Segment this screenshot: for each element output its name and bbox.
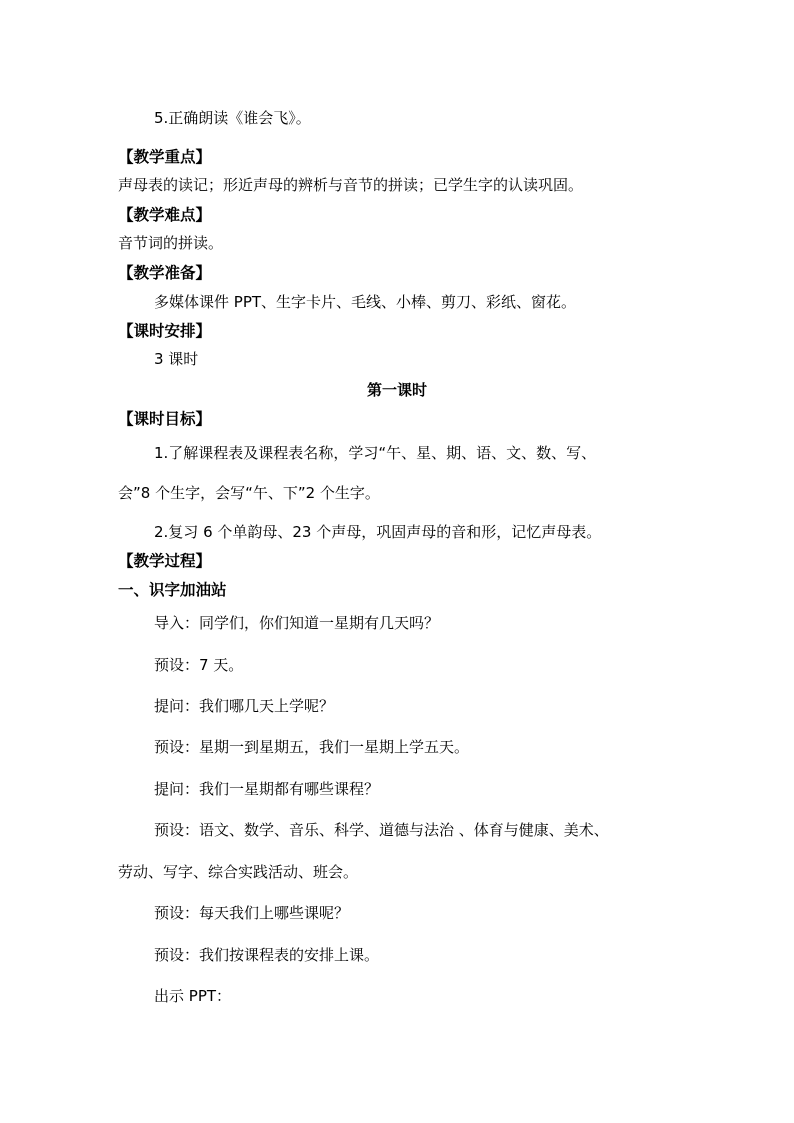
- process-line-answer-3-line-2: 劳动、写字、综合实践活动、班会。: [118, 863, 359, 881]
- section-1-title: 一、识字加油站: [118, 581, 227, 599]
- objective-1-line-2: 会”8 个生字，会写“午、下”2 个生字。: [118, 484, 380, 502]
- process-line-answer-3-line-1: 预设：语文、数学、音乐、科学、道德与法治 、体育与健康、美术、: [154, 821, 609, 839]
- goal-5-text: 5.正确朗读《谁会飞》。: [154, 109, 311, 127]
- schedule-text: 3 课时: [154, 350, 199, 368]
- heading-lesson-objectives: 【课时目标】: [118, 410, 212, 428]
- heading-teaching-difficulties: 【教学难点】: [118, 206, 212, 224]
- key-points-text: 声母表的读记；形近声母的辨析与音节的拼读；已学生字的认读巩固。: [118, 176, 584, 194]
- objective-1-line-1: 1.了解课程表及课程表名称，学习“午、星、期、语、文、数、写、: [154, 444, 597, 462]
- heading-teaching-process: 【教学过程】: [118, 552, 212, 570]
- heading-lesson-schedule: 【课时安排】: [118, 322, 212, 340]
- objective-2-text: 2.复习 6 个单韵母、23 个声母，巩固声母的音和形，记忆声母表。: [154, 523, 602, 541]
- process-line-intro: 导入：同学们，你们知道一星期有几天吗？: [154, 614, 440, 632]
- process-line-answer-1: 预设：7 天。: [154, 656, 244, 674]
- process-line-show-ppt: 出示 PPT：: [154, 987, 232, 1005]
- process-line-answer-4: 预设：我们按课程表的安排上课。: [154, 946, 380, 964]
- heading-teaching-preparation: 【教学准备】: [118, 264, 212, 282]
- lesson-title: 第一课时: [366, 381, 427, 399]
- process-line-question-3: 提问：我们一星期都有哪些课程？: [154, 780, 380, 798]
- process-line-question-4: 预设：每天我们上哪些课呢？: [154, 904, 350, 922]
- heading-teaching-key-points: 【教学重点】: [118, 148, 212, 166]
- difficulties-text: 音节词的拼读。: [118, 234, 224, 252]
- process-line-answer-2: 预设：星期一到星期五，我们一星期上学五天。: [154, 738, 470, 756]
- preparation-text: 多媒体课件 PPT、生字卡片、毛线、小棒、剪刀、彩纸、窗花。: [154, 293, 577, 311]
- process-line-question-2: 提问：我们哪几天上学呢？: [154, 697, 335, 715]
